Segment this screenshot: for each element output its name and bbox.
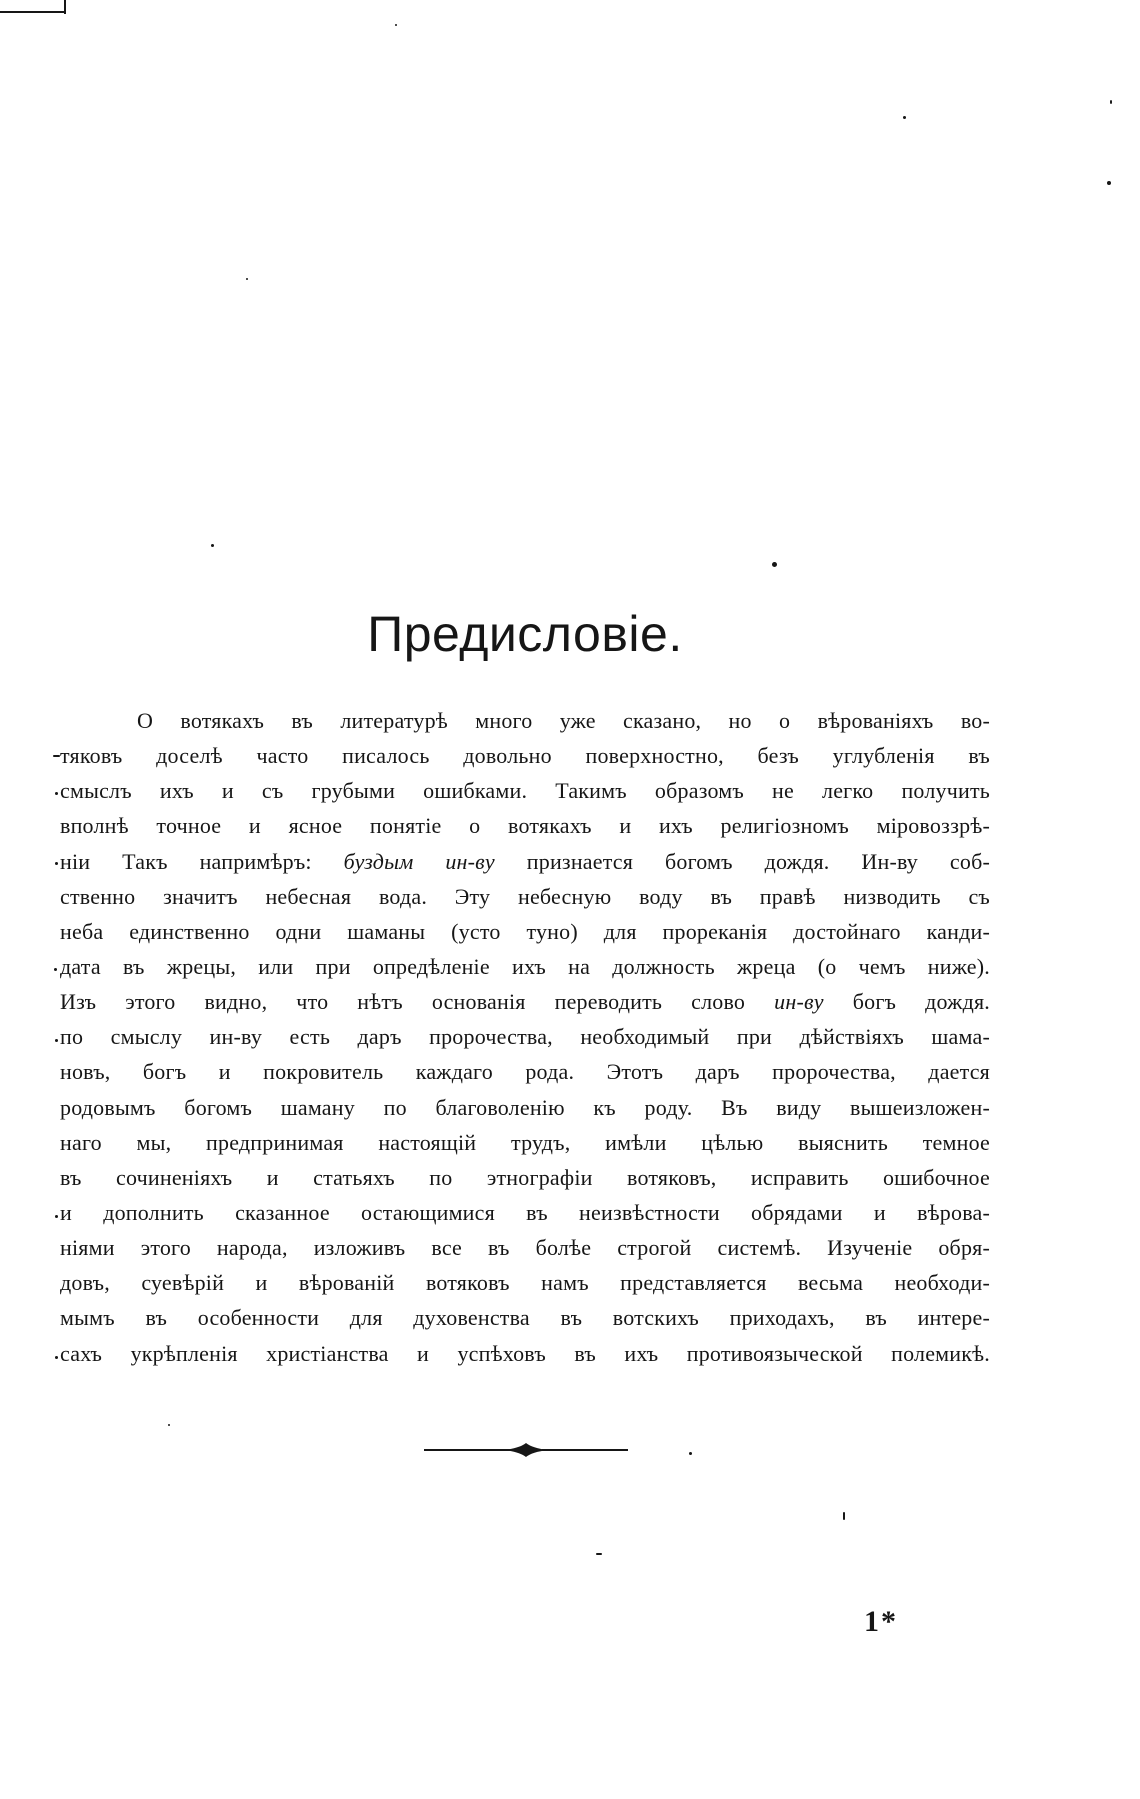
text-line: по смыслу ин-ву есть даръ пророчества, необходимый при дѣйствіяхъ шама- [60, 1024, 990, 1050]
text-line: смыслъ ихъ и съ грубыми ошибками. Такимъ образомъ не легко получить [60, 778, 990, 804]
text-line: неба единственно одни шаманы (усто туно) для прореканія достойнаго канди- [60, 918, 990, 944]
scan-speck [55, 1039, 58, 1042]
italic-term: буздым ин-ву [343, 848, 495, 874]
text-line: сахъ укрѣпленія христіанства и успѣховъ въ ихъ противоязыческой полемикѣ. [60, 1340, 990, 1366]
scan-speck [55, 862, 58, 865]
text-line: тяковъ доселѣ часто писалось довольно поверхностно, безъ углубленія въ [60, 743, 990, 769]
scan-speck [1107, 181, 1111, 185]
scan-speck [772, 562, 777, 567]
text-line: и дополнить сказанное остающимися въ неизвѣстности обрядами и вѣрова- [60, 1199, 990, 1225]
scan-speck [168, 1424, 170, 1426]
signature-mark: 1* [864, 1605, 898, 1638]
page-title: Предисловіе. [367, 606, 683, 662]
scan-speck [689, 1452, 692, 1455]
text-line: вполнѣ точное и ясное понятіе о вотякахъ и ихъ религіозномъ міровоззрѣ- [60, 813, 990, 839]
text-line [60, 984, 990, 1019]
text-line: мымъ въ особенности для духовенства въ вотскихъ приходахъ, въ интере- [60, 1305, 990, 1331]
text-segment: признается богомъ дождя. Ин-ву соб- [494, 848, 990, 874]
scan-speck [903, 116, 906, 119]
italic-term: ин-ву [774, 989, 824, 1015]
scan-corner-mark [0, 11, 66, 13]
scan-speck [55, 1215, 58, 1218]
ornament-divider [420, 1440, 632, 1460]
ornament-diamond [504, 1443, 548, 1457]
scan-speck [55, 792, 58, 795]
text-segment: ніи Такъ напримѣръ: [60, 848, 344, 874]
text-segment: богъ дождя. [823, 989, 990, 1015]
text-line: наго мы, предпринимая настоящій трудъ, имѣли цѣлью выяснить темное [60, 1129, 990, 1155]
text-line: въ сочиненіяхъ и статьяхъ по этнографіи вотяковъ, исправить ошибочное [60, 1164, 990, 1190]
scan-speck [246, 278, 248, 280]
text-line [60, 844, 990, 879]
text-line: О вотякахъ въ литературѣ много уже сказано, но о вѣрованіяхъ во- [137, 708, 990, 733]
scan-speck [53, 755, 60, 757]
scan-speck [1110, 100, 1112, 104]
text-line: ніями этого народа, изложивъ все въ болѣе строгой системѣ. Изученіе обря- [60, 1235, 990, 1261]
scan-speck [55, 1356, 58, 1359]
text-segment: Изъ этого видно, что нѣтъ основанія переводить слово [60, 989, 775, 1015]
text-line: дата въ жрецы, или при опредѣленіе ихъ на должность жреца (о чемъ ниже). [60, 953, 990, 979]
preface-paragraph [60, 703, 990, 1371]
scan-speck [596, 1553, 602, 1555]
text-line: родовымъ богомъ шаману по благоволенію къ роду. Въ виду вышеизложен- [60, 1094, 990, 1120]
scan-speck [395, 24, 397, 26]
text-line: новъ, богъ и покровитель каждаго рода. Этотъ даръ пророчества, дается [60, 1059, 990, 1085]
scan-corner-mark [64, 0, 66, 14]
scan-speck [211, 544, 214, 547]
scan-speck [843, 1512, 845, 1520]
text-line: довъ, суевѣрій и вѣрованій вотяковъ намъ представляется весьма необходи- [60, 1270, 990, 1296]
text-line: ственно значитъ небесная вода. Эту небесную воду въ правѣ низводить съ [60, 883, 990, 909]
scan-speck [54, 968, 57, 971]
